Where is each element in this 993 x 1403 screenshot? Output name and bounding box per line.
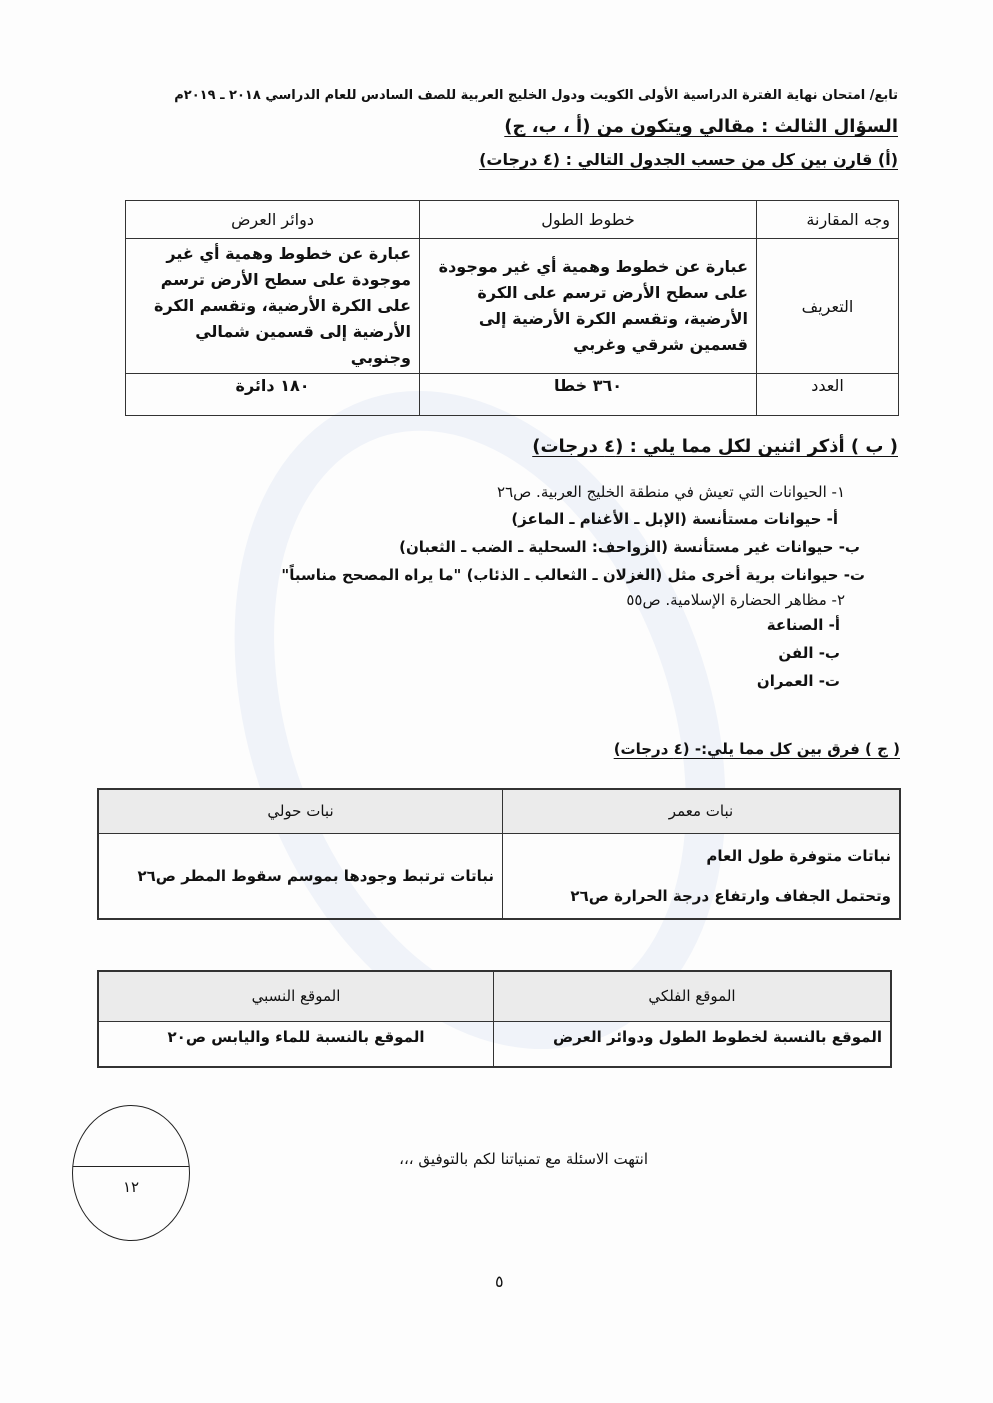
part-c-heading: ( ج ) فرق بين كل مما يلي:- (٤ درجات) [613, 740, 900, 758]
table-cell: عبارة عن خطوط وهمية أي غير موجودة على سطح الأرض ترسم على الكرة الأرضية، وتقسم الكرة الأرضية إلى قسمين شرقي وغربي [420, 239, 757, 374]
header-cell: نبات حولي [98, 789, 503, 833]
header-cell: نبات معمر [503, 789, 901, 833]
list-answer: أ- حيوانات مستأنسة (الإبل ـ الأغنام ـ الماعز) [511, 510, 838, 528]
list-answer: ب- الفن [778, 644, 840, 662]
list-answer: أ- الصناعة [766, 616, 840, 634]
total-score: ١٢ [122, 1178, 140, 1196]
header-cell: خطوط الطول [420, 201, 757, 239]
part-b-heading: ( ب ) أذكر اثنين لكل مما يلي : (٤ درجات) [532, 436, 898, 457]
list-answer: ت- العمران [756, 672, 840, 690]
table-cell: ٣٦٠ خطا [420, 374, 757, 416]
question-title: السؤال الثالث : مقالي ويتكون من (أ ، ب، ج) [504, 116, 898, 137]
table-cell: عبارة عن خطوط وهمية أي غير موجودة على سطح الأرض ترسم على الكرة الأرضية، وتقسم الكرة الأرضية إلى قسمين شمالي وجنوبي [126, 239, 420, 374]
list-answer: ت- حيوانات برية أخرى مثل (الغزلان ـ الثعالب ـ الذئاب) "ما يراه المصحح مناسباً" [281, 566, 865, 584]
cell-line: نباتات متوفرة طول العام [706, 846, 891, 865]
cell-line: وتحتمل الجفاف وارتفاع درجة الحرارة ص٢٦ [570, 886, 891, 905]
page-number: ٥ [495, 1272, 504, 1291]
score-circle [72, 1105, 190, 1241]
location-table [97, 970, 892, 1068]
table-cell: ١٨٠ دائرة [126, 374, 420, 416]
closing-text: انتهت الاسئلة مع تمنياتنا لكم بالتوفيق ،،، [399, 1150, 648, 1168]
table-cell: الموقع بالنسبة لخطوط الطول ودوائر العرض [494, 1021, 892, 1067]
part-a-heading: (أ) قارن بين كل من حسب الجدول التالي : (٤ درجات) [479, 150, 898, 169]
row-label: العدد [757, 374, 899, 416]
list-item-title: ١- الحيوانات التي تعيش في منطقة الخليج العربية. ص٢٦ [497, 483, 845, 501]
table-cell: الموقع بالنسبة للماء واليابس ص٢٠ [98, 1021, 494, 1067]
table-cell: نباتات ترتبط وجودها بموسم سقوط المطر ص٢٦ [98, 833, 503, 919]
comparison-table-lines [125, 200, 899, 416]
header-cell: الموقع الفلكي [494, 971, 892, 1021]
exam-header: تابع/ امتحان نهاية الفترة الدراسية الأولى الكويت ودول الخليج العربية للصف السادس للعام الدراسي ٢٠١٨ ـ ٢٠١٩م [174, 88, 898, 103]
table-cell [503, 833, 901, 919]
row-label: التعريف [757, 239, 899, 374]
header-cell: الموقع النسبي [98, 971, 494, 1021]
header-cell: دوائر العرض [126, 201, 420, 239]
list-item-title: ٢- مظاهر الحضارة الإسلامية. ص٥٥ [626, 591, 845, 609]
list-answer: ب- حيوانات غير مستأنسة (الزواحف: السحلية ـ الضب ـ الثعبان) [399, 538, 860, 556]
header-cell: وجه المقارنة [757, 201, 899, 239]
plants-table [97, 788, 901, 920]
score-divider [73, 1166, 189, 1167]
